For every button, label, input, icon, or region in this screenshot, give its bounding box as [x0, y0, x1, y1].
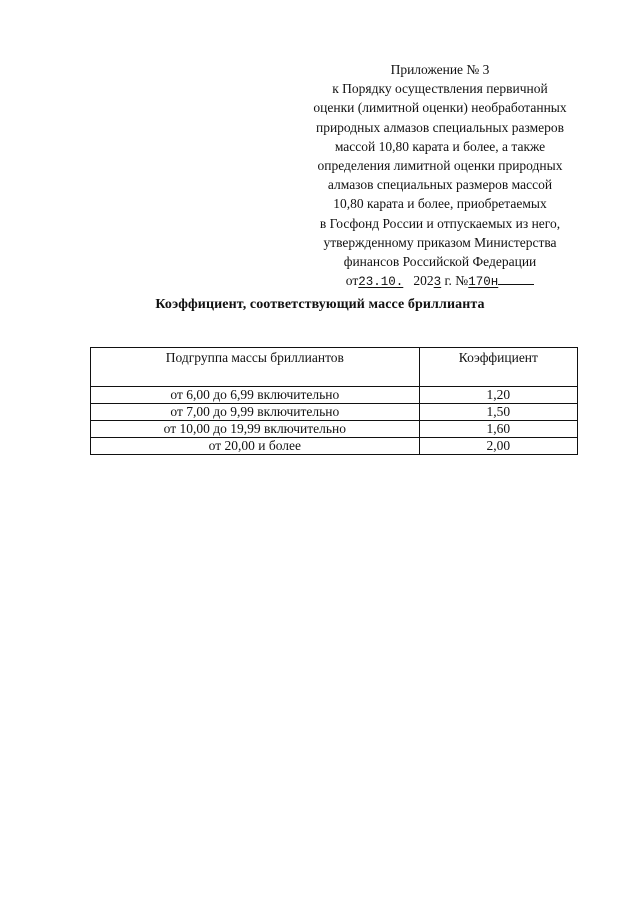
appendix-text-line: массой 10,80 карата и более, а также — [334, 138, 546, 154]
appendix-text-line: в Госфонд России и отпускаемых из него, — [319, 215, 561, 231]
order-year-digit: 3 — [433, 275, 442, 290]
table-row — [91, 404, 578, 421]
coefficient-cell: 1,60 — [419, 421, 577, 438]
column-header-mass-subgroup: Подгруппа массы бриллиантов — [91, 348, 420, 387]
table-row — [91, 387, 578, 404]
table-row — [91, 438, 578, 455]
order-number: 170н — [468, 275, 499, 290]
order-reference — [290, 271, 590, 292]
mass-subgroup-cell: от 10,00 до 19,99 включительно — [91, 421, 420, 438]
appendix-text-line: финансов Российской Федерации — [343, 254, 537, 270]
order-prefix: от — [345, 273, 359, 289]
table-heading: Коэффициент, соответствующий массе бриллианта — [155, 297, 485, 312]
appendix-text-line: определения лимитной оценки природных — [317, 158, 563, 174]
appendix-header — [290, 60, 590, 292]
appendix-text-line: к Порядку осуществления первичной — [332, 81, 548, 97]
order-number-underline — [498, 273, 534, 285]
coefficient-table — [90, 347, 578, 455]
coefficient-cell: 1,20 — [419, 387, 577, 404]
mass-subgroup-cell: от 7,00 до 9,99 включительно — [91, 404, 420, 421]
appendix-text-line: 10,80 карата и более, приобретаемых — [333, 196, 547, 212]
coefficient-cell: 2,00 — [419, 438, 577, 455]
coefficient-cell: 1,50 — [419, 404, 577, 421]
appendix-text-line: природных алмазов специальных размеров — [315, 119, 565, 135]
column-header-coefficient: Коэффициент — [419, 348, 577, 387]
appendix-text-line: оценки (лимитной оценки) необработанных — [313, 100, 567, 116]
order-date: 23.10. — [358, 275, 404, 290]
appendix-title: Приложение № 3 — [390, 62, 490, 77]
order-number-label: г. № — [441, 273, 469, 289]
appendix-text-line: утвержденному приказом Министерства — [323, 234, 557, 250]
table-row — [91, 421, 578, 438]
order-year-prefix: 202 — [413, 273, 434, 289]
mass-subgroup-cell: от 6,00 до 6,99 включительно — [91, 387, 420, 404]
table-header-row — [91, 348, 578, 387]
appendix-text-line: алмазов специальных размеров массой — [327, 177, 553, 193]
mass-subgroup-cell: от 20,00 и более — [91, 438, 420, 455]
